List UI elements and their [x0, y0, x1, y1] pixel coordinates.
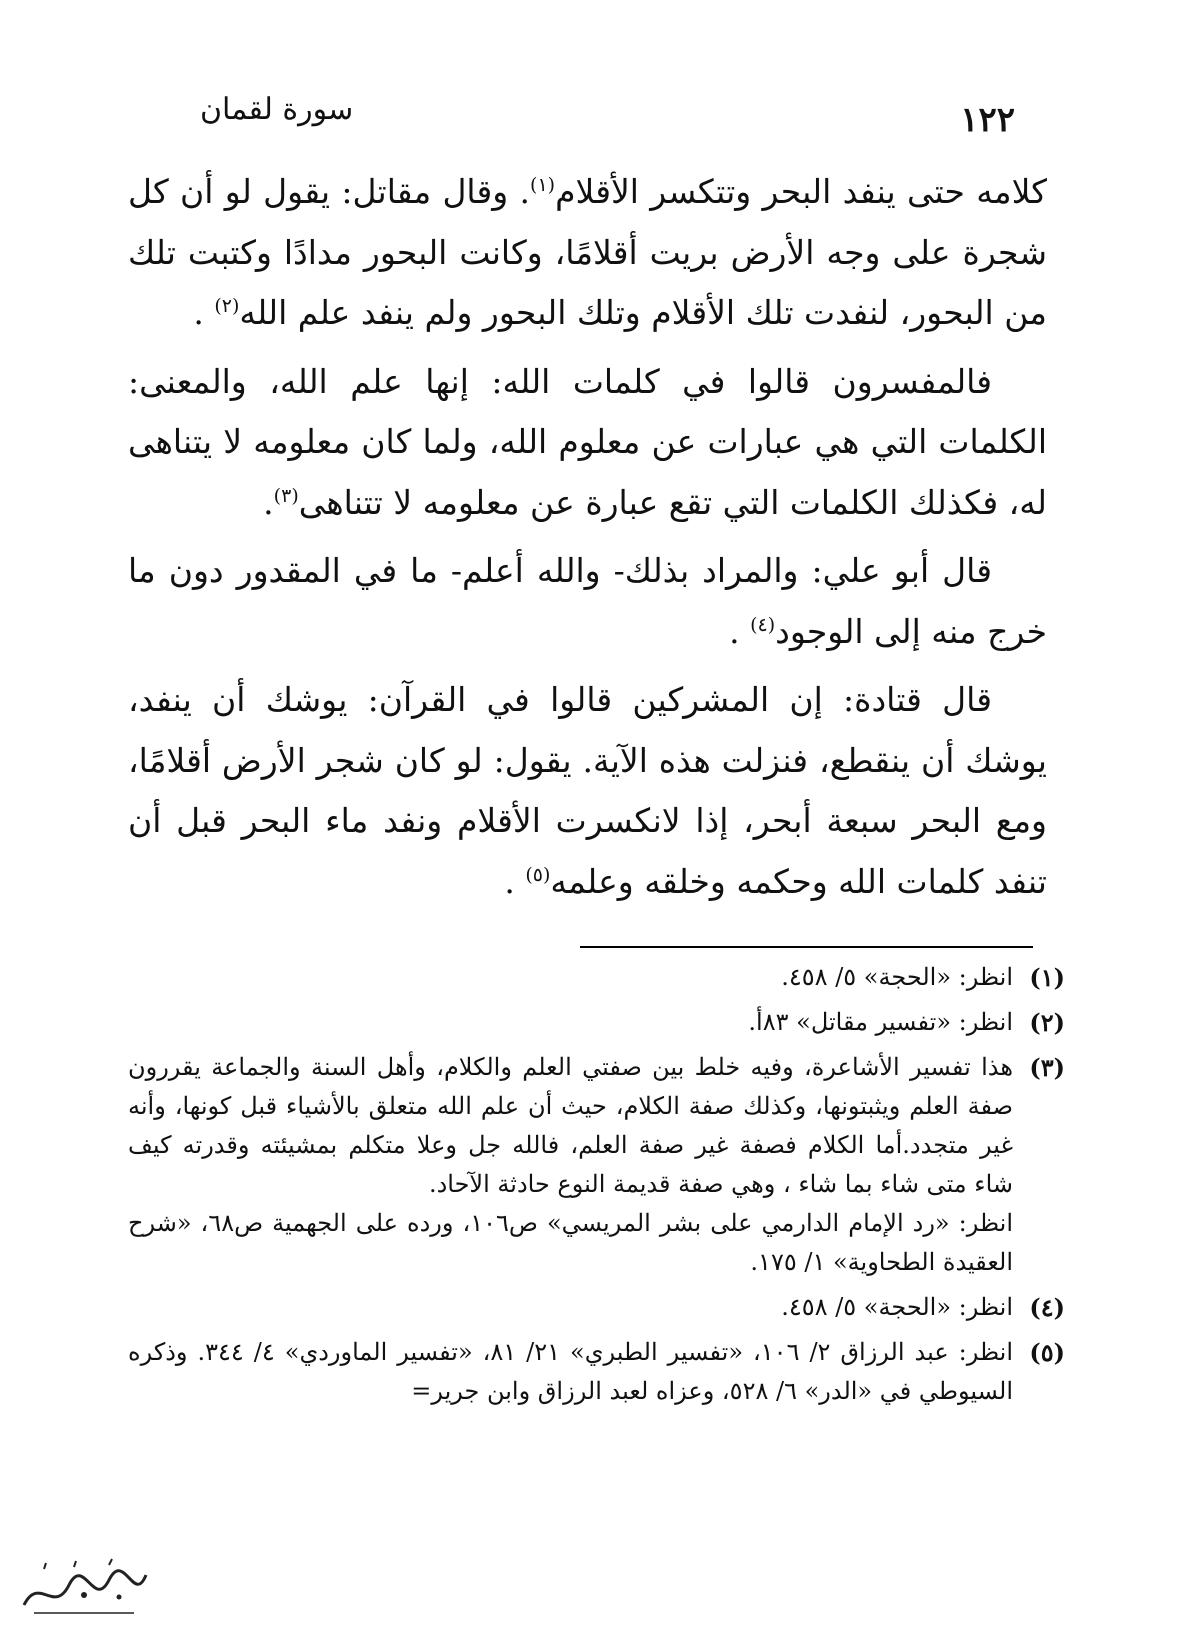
footnote — [128, 1003, 1065, 1042]
text-run: . — [263, 482, 274, 522]
footnote-ref: (٥) — [525, 863, 551, 886]
text-run: فالمفسرون قالوا في كلمات الله: إنها علم الله، والمعنى: الكلمات التي هي عبارات عن معلوم الله، ولما كان معلومه لا يتناهى له، فكذلك الكلمات التي تقع عبارة عن معلومه لا تتناهى — [128, 361, 1047, 522]
footnote — [128, 1333, 1065, 1411]
text-run: قال قتادة: إن المشركين قالوا في القرآن: يوشك أن ينفد، يوشك أن ينقطع، فنزلت هذه الآية. يقول: لو كان شجر الأرض أقلامًا، ومع البحر سبعة أبحر، إذا لانكسرت الأقلام ونفد ماء البحر قبل أن تنفد كلمات الله وحكمه وخلقه وعلمه — [128, 680, 1047, 901]
footnote-text: انظر: «تفسير مقاتل» ٨٣أ. — [748, 1008, 1013, 1036]
footnote-number: (١) — [1029, 963, 1065, 992]
text-run: . — [193, 293, 215, 332]
text-run: . وقال مقاتل: يقول لو أن كل شجرة على وجه الأرض بريت أقلامًا، وكانت البحور مدادًا وكتبت تلك من البحور، لنفدت تلك الأقلام وتلك البحور ولم ينفد علم الله — [128, 172, 1047, 332]
footnote-text: انظر: «الحجة» ٥/ ٤٥٨. — [781, 963, 1013, 991]
page-header — [200, 92, 1015, 142]
footnote-ref: (١) — [530, 174, 556, 196]
footnote-text: انظر: «الحجة» ٥/ ٤٥٨. — [781, 1293, 1013, 1321]
text-run: . — [504, 861, 526, 901]
footnote-ref: (٤) — [750, 613, 776, 636]
footnotes — [128, 958, 1065, 1417]
paragraph — [128, 162, 1047, 344]
footnote-text: انظر: عبد الرزاق ٢/ ١٠٦، «تفسير الطبري» ٢١/ ٨١، «تفسير الماوردي» ٤/ ٣٤٤. وذكره السيوطي في «الدر» ٦/ ٥٢٨، وعزاه لعبد الرزاق وابن جرير= — [128, 1338, 1014, 1405]
page-number: ١٢٢ — [960, 100, 1015, 140]
footnote-number: (٣) — [1029, 1053, 1065, 1082]
footnote-text: انظر: «رد الإمام الدارمي على بشر المريسي» ص١٠٦، ورده على الجهمية ص٦٨، «شرح العقيدة الطحاوية» ١/ ١٧٥. — [128, 1209, 1014, 1276]
running-title: سورة لقمان — [200, 92, 354, 127]
footnote-number: (٤) — [1029, 1293, 1065, 1322]
footnote-number: (٥) — [1029, 1338, 1065, 1367]
main-text — [128, 162, 1047, 920]
paragraph — [128, 670, 1047, 912]
paragraph — [128, 541, 1047, 662]
footnote — [128, 1048, 1065, 1282]
library-logo-stamp — [14, 1555, 154, 1625]
footnote-text: هذا تفسير الأشاعرة، وفيه خلط بين صفتي العلم والكلام، وأهل السنة والجماعة يقررون صفة العلم ويثبتونها، وكذلك صفة الكلام، حيث أن علم الله متعلق بالأشياء قبل كونها، وأنه غير متجدد.أما الكلام فصفة غير صفة العلم، فالله جل وعلا متكلم بمشيئته وقدرته كيف شاء متى شاء بما شاء ، وهي صفة قديمة النوع حادثة الآحاد. — [128, 1053, 1013, 1198]
footnote-number: (٢) — [1029, 1008, 1065, 1037]
text-run: كلامه حتى ينفد البحر وتتكسر الأقلام — [555, 172, 1048, 211]
footnote — [128, 958, 1065, 997]
footnote-ref: (٢) — [214, 295, 240, 317]
footnote-divider — [580, 946, 1033, 948]
text-run: . — [729, 611, 751, 651]
text-run: قال أبو علي: والمراد بذلك- والله أعلم- ما في المقدور دون ما خرج منه إلى الوجود — [128, 551, 1047, 651]
footnote — [128, 1288, 1065, 1327]
footnote-ref: (٣) — [273, 484, 299, 507]
paragraph — [128, 352, 1047, 534]
